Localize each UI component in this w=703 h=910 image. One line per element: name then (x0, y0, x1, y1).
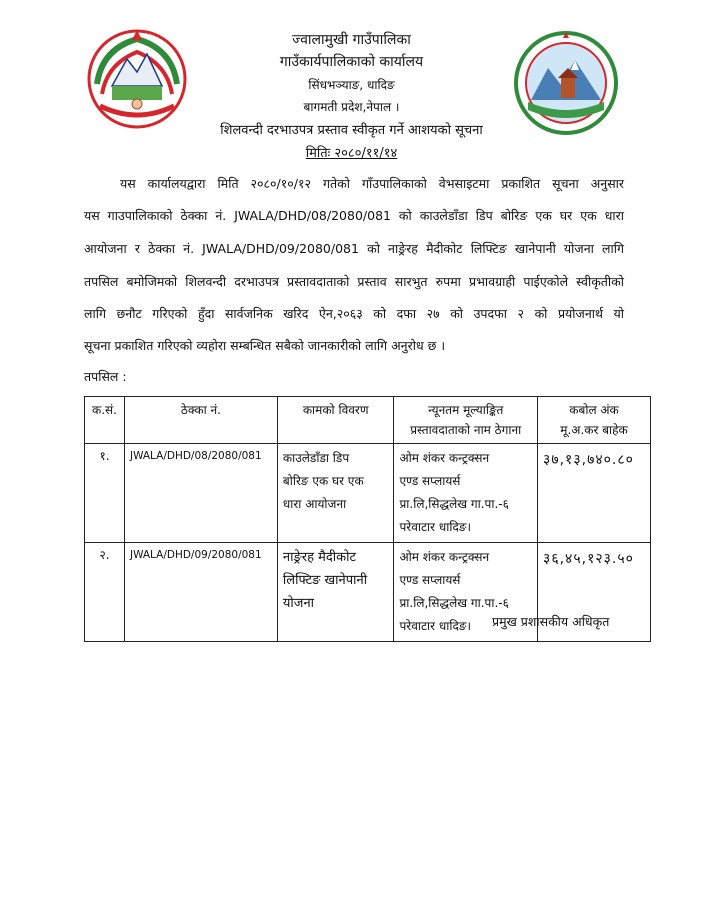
bidder-line: ओम शंकर कन्ट्रक्सन (399, 550, 490, 564)
signatory-title: प्रमुख प्रशासकीय अधिकृत (492, 614, 610, 629)
tapsil-label: तपसिल : (84, 369, 127, 384)
office-address: सिंधभञ्याङ, धादिङ (308, 78, 395, 92)
notice-title: शिलवन्दी दरभाउपत्र प्रस्ताव स्वीकृत गर्ने आशयको सूचना (220, 123, 483, 138)
body-line-6: सूचना प्रकाशित गरिएको व्यहोरा सम्बन्धित सबैको जानकारीको लागि अनुरोध छ । (84, 338, 446, 353)
desc-line: धारा आयोजना (282, 497, 347, 511)
bidder-line: परेवाटार धादिङ। (399, 619, 472, 633)
body-line-4: तपसिल बमोजिमको शिलवन्दी दरभाउपत्र प्रस्तावदाताको प्रस्ताव सारभुत रुपमा प्रभावग्राही पाईएकोले स्वीकृतीको (84, 274, 624, 289)
col-header-amount-l2: मू.अ.कर बाहेक (560, 423, 628, 437)
col-header-bidder-l2: प्रस्तावदाताको नाम ठेगाना (410, 423, 522, 437)
bid-table (84, 396, 651, 642)
col-header-bidder (394, 397, 538, 444)
row-sn: १. (85, 444, 125, 543)
municipality-name: ज्वालामुखी गाउँपालिका (292, 32, 411, 48)
col-header-amount (538, 397, 651, 444)
col-header-bidder-l1: न्यूनतम मूल्याङ्कित (428, 403, 504, 417)
bidder-line: एण्ड सप्लायर्स (399, 474, 461, 488)
bidder-line: एण्ड सप्लायर्स (399, 573, 461, 587)
desc-line: नाङ्रेरह मैदीकोट (282, 550, 357, 565)
table-header-row (85, 397, 651, 444)
body-line-1: यस कार्यालयद्वारा मिति २०८०/१०/१२ गतेको गाँउपालिकाको वेभसाइटमा प्रकाशित सूचना अनुसार (120, 176, 624, 191)
body-line-2: यस गाउपालिकाको ठेक्का नं. JWALA/DHD/08/2080/081 को काउलेडाँडा डिप बोरिङ एक घर एक धारा (84, 208, 624, 223)
row-contract: JWALA/DHD/08/2080/081 (124, 444, 277, 543)
desc-line: लिफ्टिङ खानेपानी (282, 573, 368, 588)
notice-date (0, 143, 703, 161)
body-line-5: लागि छनौट गरिएको हुँदा सार्वजनिक खरिद ऐन,२०६३ को दफा २७ को उपदफा २ को प्रयोजनार्थ यो (84, 306, 624, 321)
col-header-amount-l1: कबोल अंक (569, 403, 619, 417)
bidder-line: प्रा.लि,सिद्धलेख गा.पा.-६ (399, 497, 509, 511)
row-amount: ३६,४५,१२३.५० (538, 543, 651, 642)
province-country: बागमती प्रदेश,नेपाल । (303, 100, 400, 114)
row-desc (277, 543, 394, 642)
row-desc (277, 444, 394, 543)
bidder-line: ओम शंकर कन्ट्रक्सन (399, 451, 490, 465)
col-header-desc: कामको विवरण (277, 397, 394, 444)
col-header-contract: ठेक्का नं. (124, 397, 277, 444)
notice-date-text: मितिः २०८०/११/१४ (305, 146, 398, 161)
bidder-line: परेवाटार धादिङ। (399, 520, 472, 534)
row-amount: ३७,१३,७४०.८० (538, 444, 651, 543)
desc-line: बोरिङ एक घर एक (282, 474, 364, 488)
row-contract: JWALA/DHD/09/2080/081 (124, 543, 277, 642)
row-bidder (394, 444, 538, 543)
col-header-sn: क.सं. (85, 397, 125, 444)
desc-line: काउलेडाँडा डिप (282, 451, 350, 465)
bidder-line: प्रा.लि,सिद्धलेख गा.पा.-६ (399, 596, 509, 610)
desc-line: योजना (282, 596, 315, 611)
row-sn: २. (85, 543, 125, 642)
body-line-3: आयोजना र ठेक्का नं. JWALA/DHD/09/2080/081 को नाङ्रेरह मैदीकोट लिफ्टिङ खानेपानी योजना लागि (84, 241, 624, 256)
table-row (85, 444, 651, 543)
office-name: गाउँकार्यपालिकाको कार्यालय (279, 54, 424, 70)
